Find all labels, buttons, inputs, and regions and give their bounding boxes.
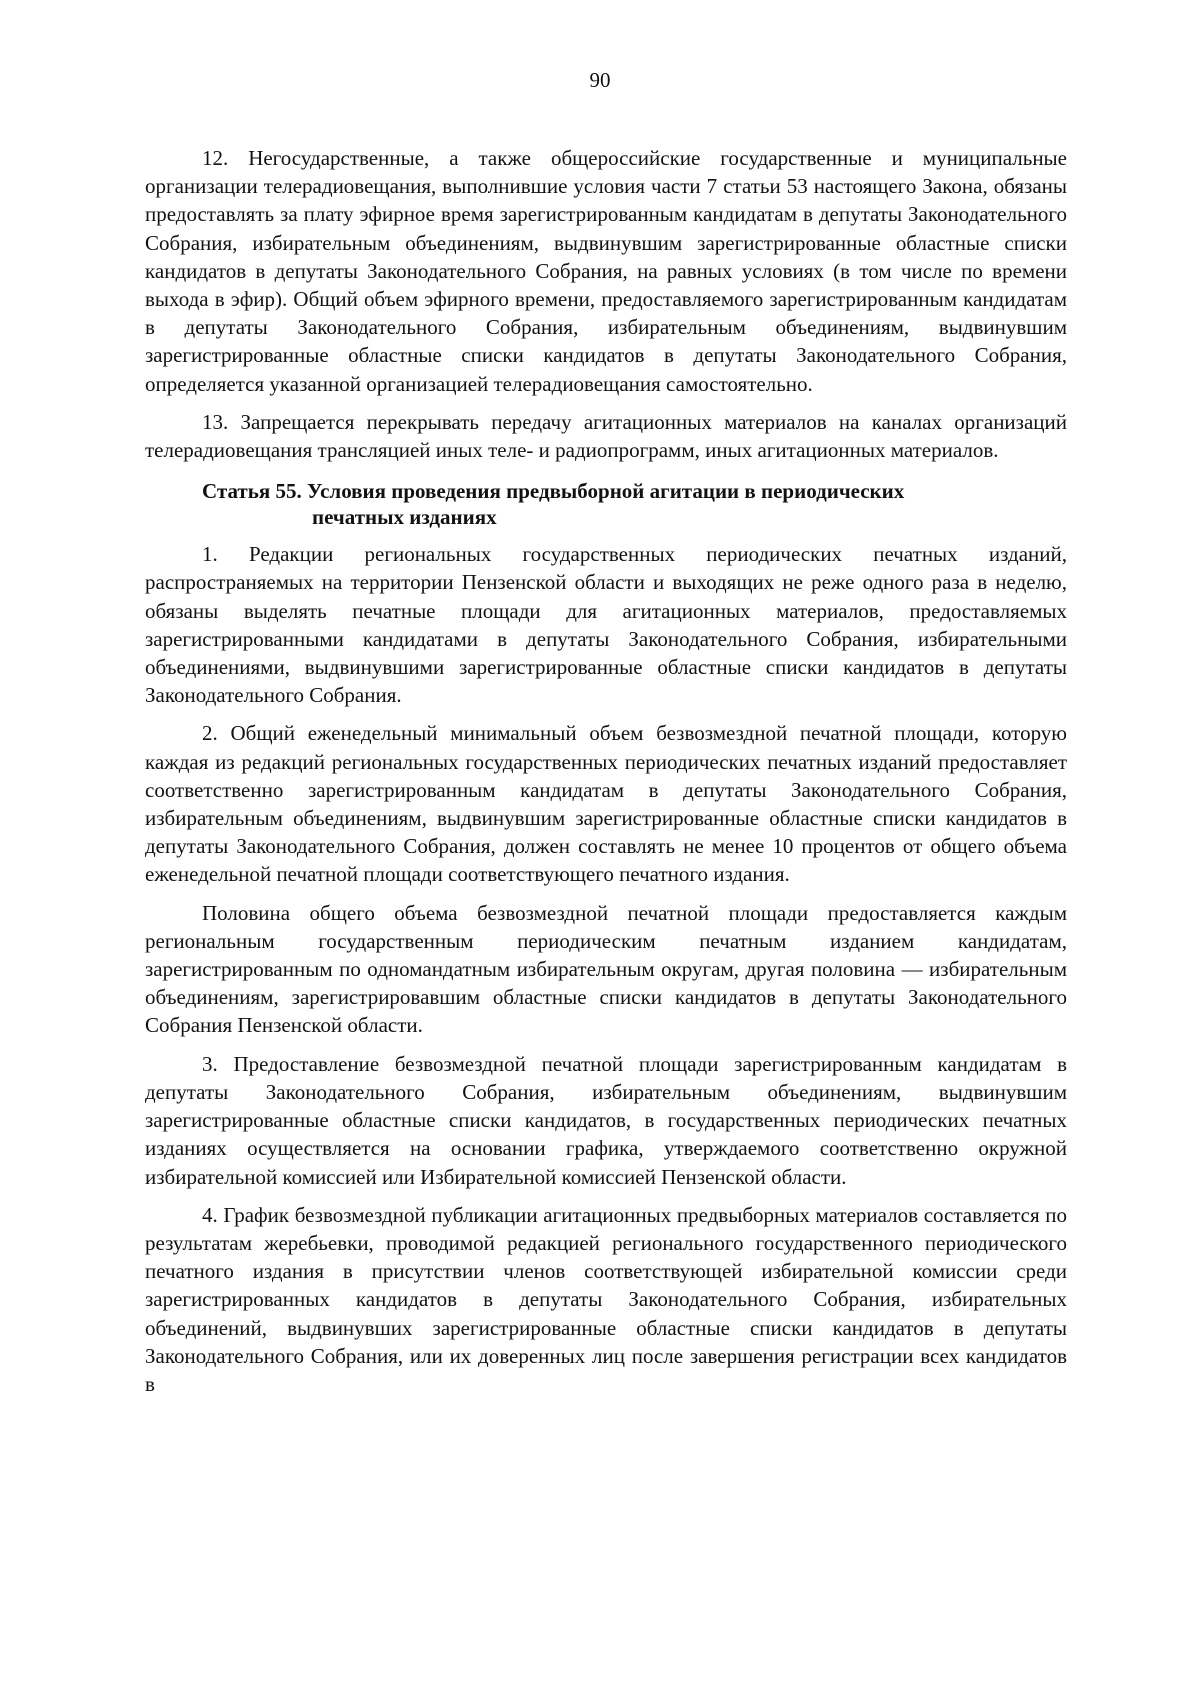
paragraph-4: 4. График безвозмездной публикации агитационных предвыборных материалов составляется по результатам жеребьевки, проводимой редакцией регионального государственного периодического печатного издания в присутствии членов соответствующей избирательной комиссии среди зарегистрированных кандидатов в депутаты Законодательного Собрания, избирательных объединений, выдвинувших зарегистрированные областные списки кандидатов в депутаты Законодательного Собрания, или их доверенных лиц после завершения регистрации всех кандидатов в xyxy=(145,1202,1067,1396)
page-number: 90 xyxy=(589,68,611,92)
paragraph-3: 3. Предоставление безвозмездной печатной площади зарегистрированным кандидатам в депутаты Законодательного Собрания, избирательным объединениям, выдвинувшим зарегистрированные областные списки кандидатов, в государственных периодических печатных изданиях осуществляется на основании графика, утверждаемого соответственно окружной избирательной комиссией или Избирательной комиссией Пензенской области. xyxy=(145,1051,1067,1189)
article-heading-line-1: Статья 55. Условия проведения предвыборной агитации в периодических xyxy=(202,479,905,504)
document-body xyxy=(145,144,1067,1408)
paragraph-1: 1. Редакции региональных государственных периодических печатных изданий, распространяемых на территории Пензенской области и выходящих не реже одного раза в неделю, обязаны выделять печатные площади для агитационных материалов, предоставляемых зарегистрированными кандидатами в депутаты Законодательного Собрания, избирательными объединениями, выдвинувшими зарегистрированные областные списки кандидатов в депутаты Законодательного Собрания. xyxy=(145,542,1067,708)
paragraph-2: 2. Общий еженедельный минимальный объем безвозмездной печатной площади, которую каждая из редакций региональных государственных периодических печатных изданий предоставляет соответственно зарегистрированным кандидатам в депутаты Законодательного Собрания, избирательным объединениям, выдвинувшим зарегистрированные областные списки кандидатов в депутаты Законодательного Собрания, должен составлять не менее 10 процентов от общего объема еженедельной печатной площади соответствующего печатного издания. xyxy=(145,721,1067,887)
article-heading-line-2: печатных изданиях xyxy=(312,505,497,530)
paragraph-half-distribution: Половина общего объема безвозмездной печатной площади предоставляется каждым региональным государственным периодическим печатным изданием кандидатам, зарегистрированным по одномандатным избирательным округам, другая половина — избирательным объединениям, зарегистрировавшим областные списки кандидатов в депутаты Законодательного Собрания Пензенской области. xyxy=(145,900,1067,1038)
article-55-heading xyxy=(145,478,1067,530)
paragraph-13: 13. Запрещается перекрывать передачу агитационных материалов на каналах организаций телерадиовещания трансляцией иных теле- и радиопрограмм, иных агитационных материалов. xyxy=(145,409,1067,463)
paragraph-12: 12. Негосударственные, а также общероссийские государственные и муниципальные организации телерадиовещания, выполнившие условия части 7 статьи 53 настоящего Закона, обязаны предоставлять за плату эфирное время зарегистрированным кандидатам в депутаты Законодательного Собрания, избирательным объединениям, выдвинувшим зарегистрированные областные списки кандидатов в депутаты Законодательного Собрания, на равных условиях (в том числе по времени выхода в эфир). Общий объем эфирного времени, предоставляемого зарегистрированным кандидатам в депутаты Законодательного Собрания, избирательным объединениям, выдвинувшим зарегистрированные областные списки кандидатов в депутаты Законодательного Собрания, определяется указанной организацией телерадиовещания самостоятельно. xyxy=(145,146,1067,396)
